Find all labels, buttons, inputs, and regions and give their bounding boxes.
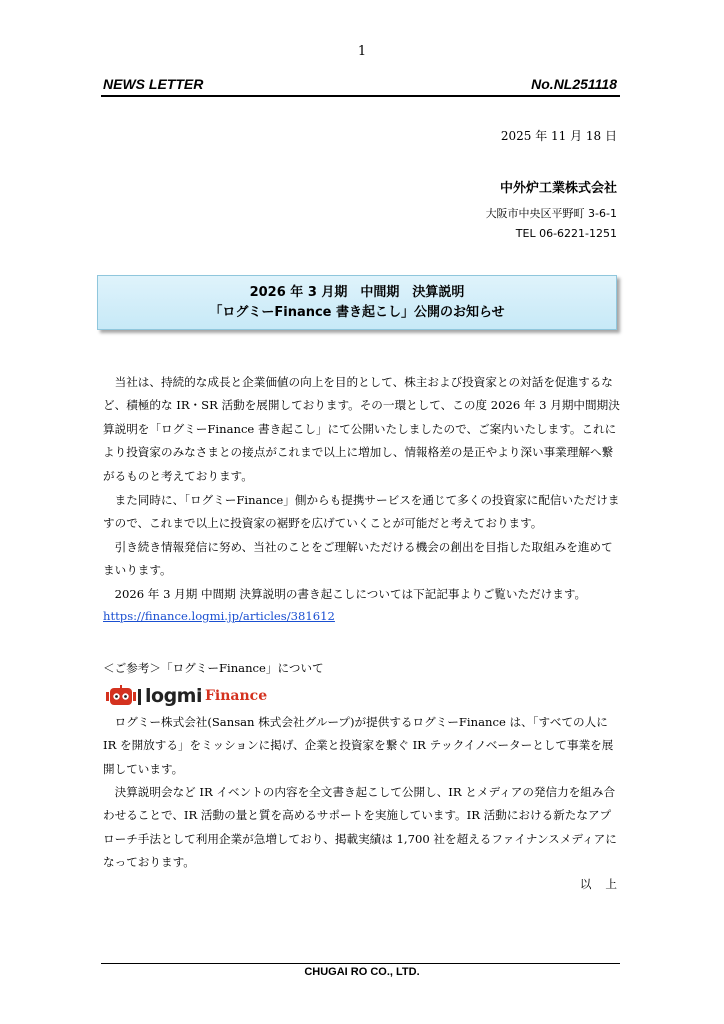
- title-line-1: 2026 年 3 月期 中間期 決算説明: [249, 285, 465, 300]
- reference-paragraph-2: 決算説明会など IR イベントの内容を全文書き起こして公開し、IR とメディアの発信力を組み合わせることで、IR 活動の量と質を高めるサポートを実施しています。IR 活動における新たなアプローチ手法として利用企業が急増しており、掲載実績は 1,700 社を超えるファイナンスメディアになっております。: [103, 785, 617, 870]
- newsletter-number: No.NL251118: [531, 76, 617, 92]
- reference-heading: ＜ご参考＞「ログミーFinance」について: [103, 661, 324, 675]
- company-address: 大阪市中央区平野町 3-6-1: [485, 207, 617, 220]
- logmi-finance-logo: [106, 684, 267, 708]
- closing-mark: 以上: [579, 877, 631, 891]
- issue-date: 2025 年 11 月 18 日: [500, 129, 617, 143]
- page-number: 1: [357, 44, 367, 59]
- reference-paragraph-1: ログミー株式会社(Sansan 株式会社グループ)が提供するログミーFinance は、「すべての人に IR を開放する」をミッションに掲げ、企業と投資家を繋ぐ IR テックイノベーターとして事業を展開しています。: [103, 715, 614, 776]
- body-paragraph-4: 2026 年 3 月期 中間期 決算説明の書き起こしについては下記記事よりご覧いただけます。: [114, 587, 587, 601]
- logo-wordmark: logmi: [145, 685, 202, 707]
- title-line-2: 「ログミーFinance 書き起こし」公開のお知らせ: [209, 305, 505, 320]
- company-name: 中外炉工業株式会社: [499, 181, 617, 196]
- company-tel: TEL 06-6221-1251: [515, 227, 617, 240]
- body-paragraph-1: 当社は、持続的な成長と企業価値の向上を目的として、株主および投資家との対話を促進するなど、積極的な IR・SR 活動を展開しております。その一環として、この度 2026 年 3 月期中間期決算説明を「ログミーFinance 書き起こし」にて公開いたしましたので、ご案内いたします。これにより投資家のみなさまとの接点がこれまで以上に増加し、情報格差の是正やより深い事業理解へ繋がるものと考えております。: [103, 375, 620, 483]
- article-link[interactable]: https://finance.logmi.jp/articles/381612: [103, 609, 335, 623]
- body-paragraph-2: また同時に、「ログミーFinance」側からも提携サービスを通じて多くの投資家に配信いただけますので、これまで以上に投資家の裾野を広げていくことが可能だと考えております。: [103, 493, 620, 531]
- footer-rule: [101, 963, 620, 964]
- header-rule: [101, 95, 620, 97]
- footer-company: CHUGAI RO CO., LTD.: [304, 966, 420, 978]
- robot-icon: [106, 685, 142, 707]
- logo-finance-text: Finance: [204, 688, 268, 704]
- title-box: [97, 275, 617, 330]
- newsletter-label: NEWS LETTER: [103, 76, 204, 92]
- body-paragraph-3: 引き続き情報発信に努め、当社のことをご理解いただける機会の創出を目指した取組みを進めてまいります。: [103, 540, 613, 578]
